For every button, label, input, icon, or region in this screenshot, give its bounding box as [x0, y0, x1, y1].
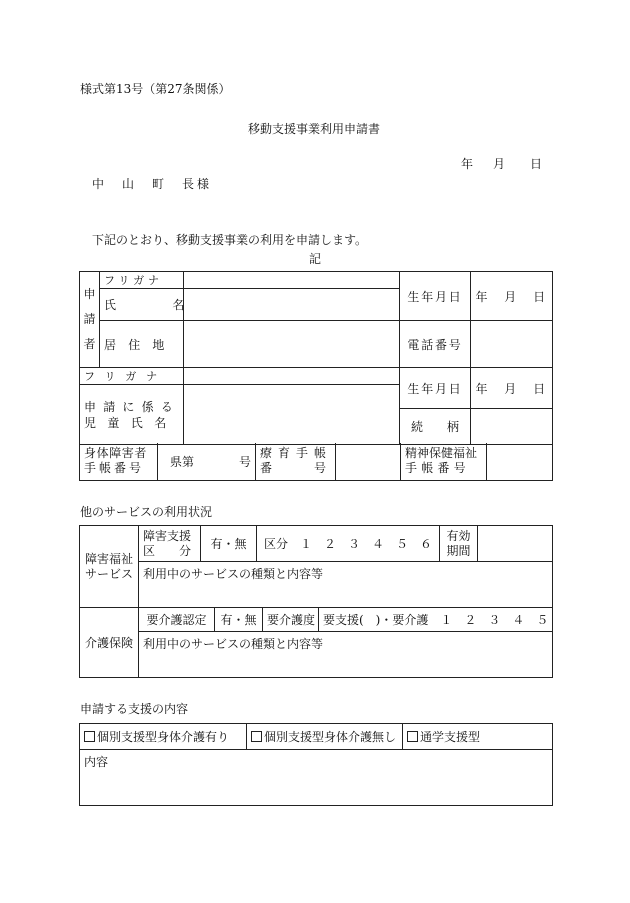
physical-handbook-label [80, 443, 158, 480]
support-option-3-label: 通学支援型 [420, 730, 481, 744]
ki-label: 記 [309, 252, 322, 266]
applicant-section-label: 申請者 [80, 272, 100, 368]
support-content-field[interactable] [80, 750, 553, 806]
support-option-3[interactable] [403, 724, 553, 750]
care-level-value[interactable]: 要支援( )・要介護 １ ２ ３ ４ ５ [319, 608, 553, 632]
support-category-label-line1: 障害支援 [143, 528, 192, 543]
valid-period-input[interactable] [478, 526, 553, 562]
disability-service-table [79, 525, 553, 608]
mental-handbook-input[interactable] [487, 443, 553, 480]
checkbox-icon[interactable] [84, 731, 95, 742]
applicant-address-label: 居 住 地 [100, 321, 184, 368]
applicant-phone-label: 電話番号 [400, 321, 471, 368]
disability-service-category[interactable]: 区分 １ ２ ３ ４ ５ ６ [257, 526, 440, 562]
mental-handbook-label-line1: 精神保健福祉 [405, 446, 478, 461]
care-level-label: 要介護度 [263, 608, 319, 632]
child-name-label-line1: 申請に係る [84, 399, 181, 414]
valid-period-label-line2: 期間 [446, 543, 471, 558]
disability-service-presence[interactable]: 有・無 [201, 526, 257, 562]
ryoiku-handbook-input[interactable] [336, 443, 401, 480]
care-insurance-table [79, 607, 553, 678]
date-month[interactable]: 月 [493, 157, 506, 171]
mental-handbook-label-line2: 手帳番号 [405, 461, 470, 476]
checkbox-icon[interactable] [251, 731, 262, 742]
child-name-input[interactable] [184, 385, 400, 445]
applicant-name-input[interactable] [184, 289, 400, 321]
physical-handbook-suffix: 号 [238, 454, 251, 469]
ryoiku-handbook-label-line1: 療育手帳 [260, 446, 333, 461]
applicant-birth-label: 生年月日 [400, 272, 471, 321]
care-insurance-label: 介護保険 [80, 608, 139, 678]
child-birth-label: 生年月日 [400, 368, 471, 409]
page-title: 移動支援事業利用申請書 [248, 122, 381, 136]
form-number: 様式第13号（第27条関係） [80, 82, 231, 96]
addressee-honorific: 様 [197, 177, 210, 191]
child-furigana-label: フリガナ [80, 368, 184, 385]
care-insurance-details[interactable]: 利用中のサービスの種類と内容等 [139, 632, 553, 678]
intro-text: 下記のとおり、移動支援事業の利用を申請します。 [92, 233, 368, 247]
valid-period-label [440, 526, 478, 562]
disability-service-label-line1: 障害福祉 [84, 551, 133, 566]
support-content-label: 内容 [84, 755, 109, 769]
physical-handbook-label-line1: 身体障害者 [84, 446, 148, 461]
child-relation-label: 続 柄 [400, 409, 471, 445]
valid-period-label-line1: 有効 [446, 528, 471, 543]
support-category-label [139, 526, 201, 562]
support-option-1-label: 個別支援型身体介護有り [97, 730, 230, 744]
checkbox-icon[interactable] [407, 731, 418, 742]
support-option-2-label: 個別支援型身体介護無し [264, 730, 397, 744]
support-option-1[interactable] [80, 724, 247, 750]
handbook-table [79, 443, 553, 481]
child-birth-input[interactable]: 年 月 日 [471, 368, 553, 409]
care-cert-presence[interactable]: 有・無 [215, 608, 263, 632]
physical-handbook-input[interactable] [158, 443, 256, 480]
applicant-furigana-label: フリガナ [100, 272, 184, 289]
support-heading: 申請する支援の内容 [80, 702, 189, 716]
applicant-address-input[interactable] [184, 321, 400, 368]
physical-handbook-prefix: 県第 [170, 454, 195, 469]
support-category-label-line2: 区 分 [143, 543, 192, 558]
applicant-table [79, 271, 553, 445]
applicant-name-label: 氏 名 [100, 289, 184, 321]
addressee-name: 中 山 町 長 [92, 177, 198, 191]
support-table [79, 723, 553, 806]
date-day[interactable]: 日 [530, 157, 543, 171]
care-cert-label: 要介護認定 [139, 608, 215, 632]
ryoiku-handbook-label [256, 443, 336, 480]
child-name-label-line2: 児童氏名 [84, 415, 178, 430]
applicant-phone-input[interactable] [471, 321, 553, 368]
applicant-furigana-input[interactable] [184, 272, 400, 289]
mental-handbook-label [401, 443, 487, 480]
disability-service-label-line2: サービス [84, 566, 133, 581]
date-year[interactable]: 年 [461, 157, 474, 171]
disability-service-label [80, 526, 139, 608]
ryoiku-handbook-label-line2: 番 号 [260, 461, 333, 476]
physical-handbook-label-line2: 手帳番号 [84, 461, 145, 476]
child-name-label [80, 385, 184, 445]
child-relation-input[interactable] [471, 409, 553, 445]
services-heading: 他のサービスの利用状況 [80, 505, 213, 519]
applicant-birth-input[interactable]: 年 月 日 [471, 272, 553, 321]
disability-service-details[interactable]: 利用中のサービスの種類と内容等 [139, 562, 553, 608]
child-furigana-input[interactable] [184, 368, 400, 385]
support-option-2[interactable] [247, 724, 403, 750]
